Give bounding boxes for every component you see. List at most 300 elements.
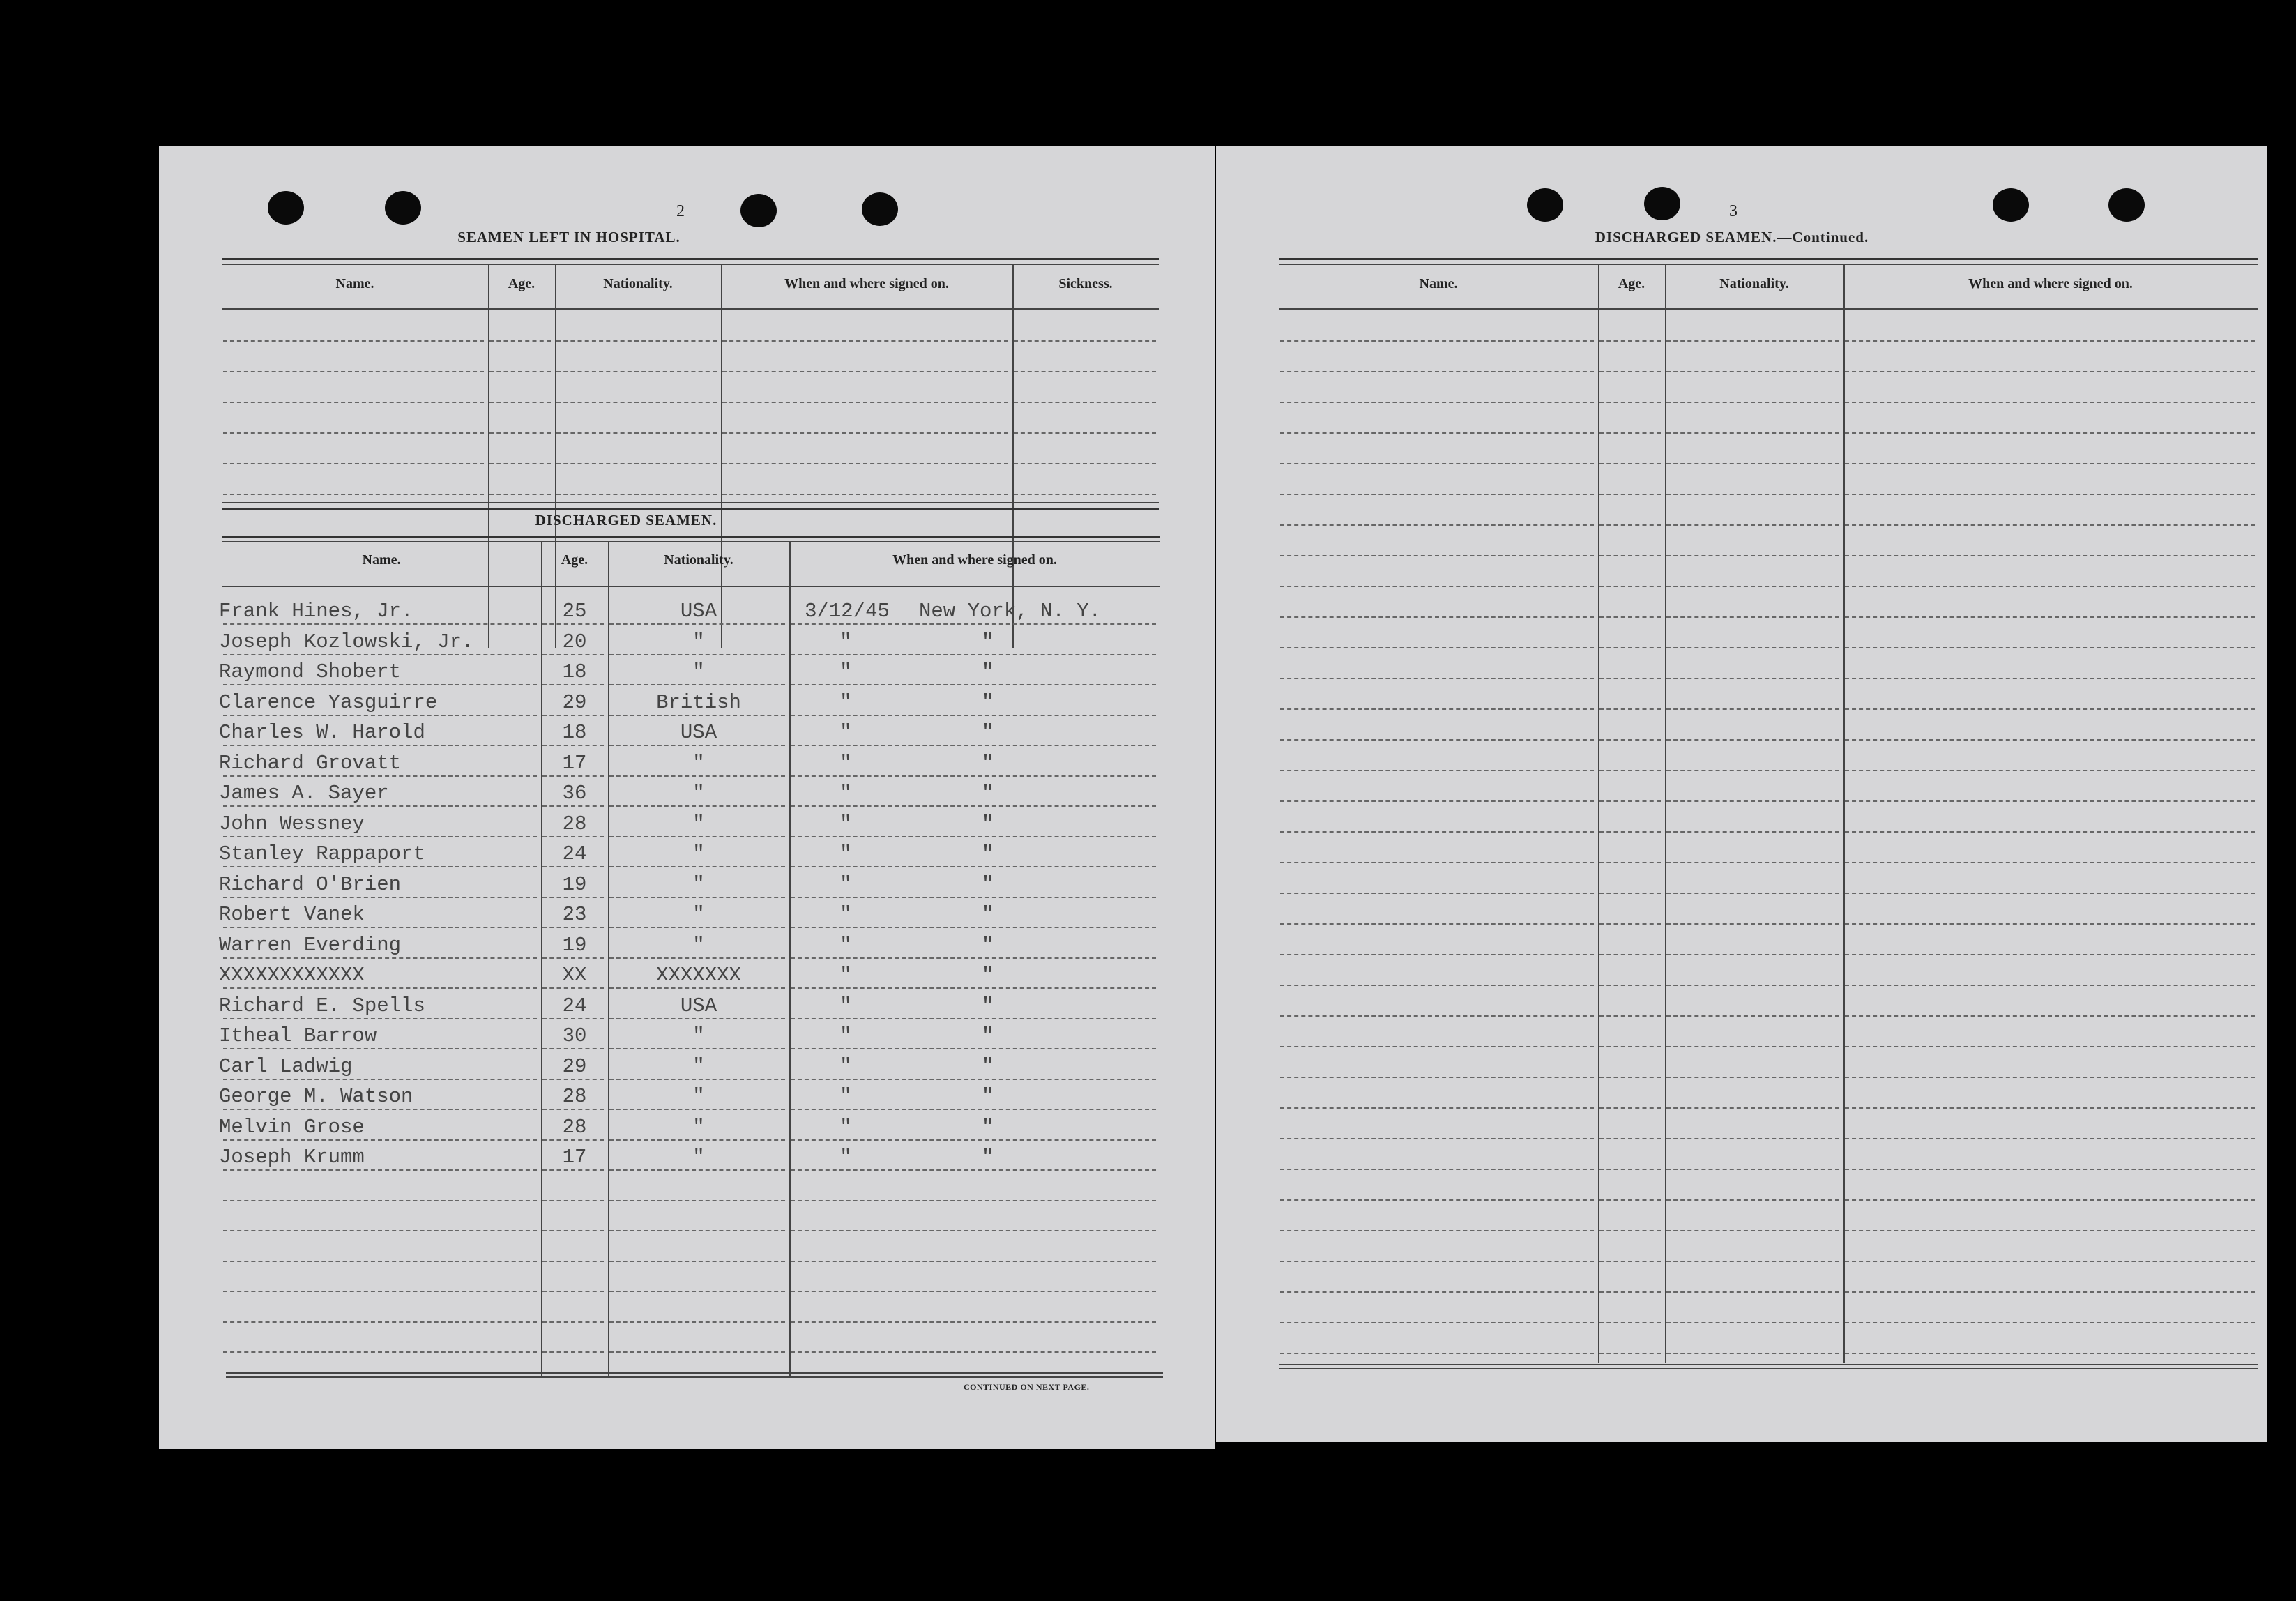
blank-row-line — [1599, 1015, 1661, 1017]
blank-row-line — [1845, 708, 2255, 710]
row-line — [542, 1351, 604, 1353]
seaman-name: Richard O'Brien — [219, 873, 402, 896]
blank-row-line — [1845, 586, 2255, 587]
blank-row-line — [1666, 555, 1839, 556]
blank-row-line — [1845, 1353, 2255, 1354]
blank-row-line — [1280, 586, 1594, 587]
row-line — [542, 1200, 604, 1201]
page-number: 3 — [1729, 202, 1738, 220]
rule — [222, 258, 1159, 260]
blank-row-line — [1845, 1015, 2255, 1017]
signed-on-date: " — [839, 1024, 852, 1047]
blank-row-line — [1845, 1107, 2255, 1109]
row-line — [609, 1230, 785, 1231]
seaman-age: 29 — [562, 1055, 587, 1078]
blank-row-line — [1014, 432, 1156, 434]
rule — [1279, 1364, 2258, 1365]
blank-row-line — [1666, 1353, 1839, 1354]
blank-row-line — [1666, 1169, 1839, 1170]
seaman-nationality: " — [692, 660, 705, 683]
blank-row-line — [1599, 340, 1661, 342]
blank-row-line — [722, 494, 1008, 495]
rule — [222, 586, 1160, 587]
seaman-age: 17 — [562, 752, 587, 775]
blank-row-line — [223, 432, 484, 434]
blank-row-line — [1666, 494, 1839, 495]
row-line — [223, 1291, 537, 1292]
blank-row-line — [556, 463, 717, 464]
blank-row-line — [1666, 708, 1839, 710]
blank-row-line — [223, 340, 484, 342]
blank-row-line — [1845, 954, 2255, 955]
blank-row-line — [1845, 494, 2255, 495]
rule — [226, 1372, 1163, 1374]
signed-on-date: " — [839, 752, 852, 775]
row-line — [542, 1291, 604, 1292]
blank-row-line — [1599, 647, 1661, 648]
signed-on-place: " — [982, 812, 994, 835]
table-row — [159, 662, 1163, 687]
blank-row-line — [1599, 616, 1661, 618]
table-row — [159, 753, 1163, 778]
hospital-col-sickness: Sickness. — [1058, 276, 1113, 291]
blank-row-line — [1280, 678, 1594, 679]
table-row — [159, 601, 1163, 626]
blank-row-line — [1599, 586, 1661, 587]
blank-row-line — [1599, 985, 1661, 986]
blank-row-line — [1666, 739, 1839, 741]
signed-on-place: " — [982, 1085, 994, 1108]
blank-row-line — [722, 340, 1008, 342]
blank-row-line — [722, 371, 1008, 372]
blank-row-line — [1666, 463, 1839, 464]
right-page — [1216, 146, 2267, 1442]
blank-row-line — [1845, 739, 2255, 741]
signed-on-place: " — [982, 964, 994, 987]
blank-row-line — [1280, 616, 1594, 618]
seaman-nationality: " — [692, 1116, 705, 1139]
signed-on-date: " — [839, 812, 852, 835]
row-line — [223, 1200, 537, 1201]
discharged-continued-title: DISCHARGED SEAMEN.—Continued. — [1595, 229, 1869, 245]
seaman-name: Raymond Shobert — [219, 660, 402, 683]
seaman-nationality: " — [692, 934, 705, 957]
row-line — [609, 1200, 785, 1201]
seaman-age: XX — [562, 964, 587, 987]
row-line — [542, 1321, 604, 1323]
blank-row-line — [1599, 555, 1661, 556]
blank-row-line — [1666, 893, 1839, 894]
blank-row-line — [1599, 1199, 1661, 1201]
column-divider — [555, 265, 556, 648]
seaman-age: 24 — [562, 994, 587, 1017]
blank-row-line — [1280, 1322, 1594, 1323]
signed-on-place: " — [982, 934, 994, 957]
signed-on-date: " — [839, 1146, 852, 1169]
seaman-name: Joseph Kozlowski, Jr. — [219, 630, 474, 653]
blank-row-line — [1845, 647, 2255, 648]
row-line — [609, 1291, 785, 1292]
row-line — [223, 1230, 537, 1231]
hospital-section-title: SEAMEN LEFT IN HOSPITAL. — [457, 229, 681, 245]
blank-row-line — [1014, 371, 1156, 372]
continued-col-signed-on: When and where signed on. — [1968, 276, 2133, 291]
blank-row-line — [1666, 1107, 1839, 1109]
signed-on-place: " — [982, 721, 994, 744]
blank-row-line — [1280, 1291, 1594, 1293]
discharged-col-name: Name. — [362, 552, 401, 568]
punch-hole — [740, 194, 777, 227]
continued-col-nationality: Nationality. — [1719, 276, 1789, 291]
continued-col-age: Age. — [1618, 276, 1645, 291]
row-line — [609, 1261, 785, 1262]
seaman-age: 19 — [562, 873, 587, 896]
blank-row-line — [1280, 923, 1594, 925]
blank-row-line — [1280, 739, 1594, 741]
blank-row-line — [1280, 555, 1594, 556]
rule — [222, 541, 1160, 542]
seaman-nationality: XXXXXXX — [656, 964, 741, 987]
signed-on-date: " — [839, 660, 852, 683]
continued-note: CONTINUED ON NEXT PAGE. — [964, 1382, 1090, 1392]
blank-row-line — [1845, 893, 2255, 894]
blank-row-line — [722, 402, 1008, 403]
blank-row-line — [223, 371, 484, 372]
signed-on-date: " — [839, 903, 852, 926]
seaman-name: Clarence Yasguirre — [219, 691, 438, 714]
blank-row-line — [1666, 954, 1839, 955]
seaman-nationality: USA — [680, 721, 717, 744]
row-line — [791, 1261, 1156, 1262]
seaman-nationality: " — [692, 842, 705, 865]
blank-row-line — [1599, 1077, 1661, 1078]
seaman-name: John Wessney — [219, 812, 365, 835]
signed-on-date: " — [839, 1116, 852, 1139]
blank-row-line — [1599, 371, 1661, 372]
blank-row-line — [1845, 616, 2255, 618]
blank-row-line — [1845, 555, 2255, 556]
blank-row-line — [722, 432, 1008, 434]
blank-row-line — [1280, 402, 1594, 403]
signed-on-date: " — [839, 630, 852, 653]
blank-row-line — [1014, 463, 1156, 464]
seaman-nationality: " — [692, 1146, 705, 1169]
blank-row-line — [1280, 1261, 1594, 1262]
signed-on-date: " — [839, 994, 852, 1017]
rule — [222, 502, 1159, 503]
table-row — [159, 1056, 1163, 1082]
blank-row-line — [1666, 800, 1839, 802]
signed-on-place: " — [982, 1024, 994, 1047]
blank-row-line — [489, 463, 551, 464]
seaman-name: George M. Watson — [219, 1085, 413, 1108]
blank-row-line — [556, 371, 717, 372]
table-row — [159, 965, 1163, 990]
blank-row-line — [556, 432, 717, 434]
blank-row-line — [1599, 954, 1661, 955]
blank-row-line — [556, 402, 717, 403]
blank-row-line — [1845, 402, 2255, 403]
seaman-nationality: USA — [680, 600, 717, 623]
seaman-name: Warren Everding — [219, 934, 402, 957]
seaman-name: Robert Vanek — [219, 903, 365, 926]
seaman-nationality: " — [692, 752, 705, 775]
signed-on-place: New York, N. Y. — [919, 600, 1102, 623]
blank-row-line — [1666, 1261, 1839, 1262]
blank-row-line — [223, 402, 484, 403]
blank-row-line — [1666, 586, 1839, 587]
rule — [1279, 1368, 2258, 1369]
discharged-col-signed-on: When and where signed on. — [892, 552, 1057, 568]
blank-row-line — [1280, 463, 1594, 464]
seaman-nationality: " — [692, 1024, 705, 1047]
rule — [226, 1376, 1163, 1378]
signed-on-place: " — [982, 1116, 994, 1139]
seaman-nationality: USA — [680, 994, 717, 1017]
blank-row-line — [1666, 923, 1839, 925]
blank-row-line — [1845, 678, 2255, 679]
seaman-name: Richard E. Spells — [219, 994, 425, 1017]
blank-row-line — [1666, 616, 1839, 618]
hospital-col-name: Name. — [335, 276, 374, 291]
blank-row-line — [1666, 402, 1839, 403]
table-row — [159, 814, 1163, 839]
blank-row-line — [1014, 402, 1156, 403]
punch-hole — [862, 192, 898, 226]
seaman-nationality: " — [692, 630, 705, 653]
blank-row-line — [1666, 770, 1839, 771]
seaman-age: 20 — [562, 630, 587, 653]
blank-row-line — [1599, 1107, 1661, 1109]
blank-row-line — [1599, 800, 1661, 802]
column-divider — [721, 265, 722, 648]
row-line — [791, 1291, 1156, 1292]
punch-hole — [1644, 187, 1680, 220]
signed-on-place: " — [982, 691, 994, 714]
signed-on-date: " — [839, 1055, 852, 1078]
seaman-age: 18 — [562, 660, 587, 683]
blank-row-line — [1599, 1230, 1661, 1231]
rule — [222, 264, 1159, 265]
signed-on-place: " — [982, 1146, 994, 1169]
blank-row-line — [1845, 1169, 2255, 1170]
discharged-section-title: DISCHARGED SEAMEN. — [535, 512, 717, 529]
signed-on-place: " — [982, 752, 994, 775]
blank-row-line — [1666, 340, 1839, 342]
blank-row-line — [1845, 1291, 2255, 1293]
seaman-age: 28 — [562, 1085, 587, 1108]
blank-row-line — [1666, 1077, 1839, 1078]
blank-row-line — [1845, 985, 2255, 986]
punch-hole — [2108, 188, 2145, 222]
signed-on-date: " — [839, 873, 852, 896]
seaman-age: 18 — [562, 721, 587, 744]
blank-row-line — [1599, 1353, 1661, 1354]
blank-row-line — [1666, 524, 1839, 526]
hospital-col-age: Age. — [508, 276, 535, 291]
blank-row-line — [722, 463, 1008, 464]
blank-row-line — [1280, 1077, 1594, 1078]
seaman-age: 29 — [562, 691, 587, 714]
blank-row-line — [1280, 1138, 1594, 1139]
blank-row-line — [1280, 862, 1594, 863]
seaman-age: 25 — [562, 600, 587, 623]
table-row — [159, 935, 1163, 960]
seaman-name: Charles W. Harold — [219, 721, 425, 744]
seaman-nationality: British — [656, 691, 741, 714]
blank-row-line — [1666, 862, 1839, 863]
row-line — [223, 1321, 537, 1323]
blank-row-line — [1280, 800, 1594, 802]
blank-row-line — [1599, 893, 1661, 894]
table-row — [159, 844, 1163, 869]
table-row — [159, 874, 1163, 900]
table-row — [159, 692, 1163, 718]
blank-row-line — [1666, 1199, 1839, 1201]
blank-row-line — [1280, 985, 1594, 986]
row-line — [791, 1200, 1156, 1201]
row-line — [223, 1351, 537, 1353]
blank-row-line — [1599, 739, 1661, 741]
blank-row-line — [1280, 432, 1594, 434]
blank-row-line — [1845, 1261, 2255, 1262]
seaman-name: James A. Sayer — [219, 782, 389, 805]
rule — [222, 508, 1159, 510]
seaman-age: 28 — [562, 812, 587, 835]
blank-row-line — [1845, 432, 2255, 434]
row-line — [223, 1261, 537, 1262]
blank-row-line — [489, 494, 551, 495]
column-divider — [1665, 265, 1666, 1363]
column-divider — [488, 265, 489, 648]
seaman-nationality: " — [692, 1055, 705, 1078]
signed-on-date: " — [839, 691, 852, 714]
hospital-col-nationality: Nationality. — [603, 276, 673, 291]
blank-row-line — [1599, 678, 1661, 679]
table-row — [159, 904, 1163, 930]
row-line — [542, 1230, 604, 1231]
table-row — [159, 783, 1163, 808]
blank-row-line — [1280, 371, 1594, 372]
signed-on-place: " — [982, 660, 994, 683]
blank-row-line — [489, 340, 551, 342]
seaman-nationality: " — [692, 1085, 705, 1108]
page-number: 2 — [676, 202, 685, 220]
rule — [222, 308, 1159, 310]
rule — [1279, 264, 2258, 265]
table-row — [159, 632, 1163, 657]
column-divider — [1598, 265, 1599, 1363]
blank-row-line — [1845, 1199, 2255, 1201]
signed-on-place: " — [982, 782, 994, 805]
table-row — [159, 1117, 1163, 1142]
row-line — [542, 1261, 604, 1262]
signed-on-date: " — [839, 934, 852, 957]
blank-row-line — [1599, 494, 1661, 495]
blank-row-line — [1666, 678, 1839, 679]
seaman-name: Stanley Rappaport — [219, 842, 425, 865]
blank-row-line — [1845, 1322, 2255, 1323]
row-line — [609, 1321, 785, 1323]
signed-on-place: " — [982, 1055, 994, 1078]
blank-row-line — [223, 494, 484, 495]
blank-row-line — [1599, 923, 1661, 925]
seaman-nationality: " — [692, 903, 705, 926]
blank-row-line — [1599, 708, 1661, 710]
blank-row-line — [1666, 985, 1839, 986]
seaman-age: 19 — [562, 934, 587, 957]
blank-row-line — [556, 340, 717, 342]
discharged-col-age: Age. — [561, 552, 588, 568]
blank-row-line — [1845, 340, 2255, 342]
seaman-name: Frank Hines, Jr. — [219, 600, 413, 623]
blank-row-line — [1599, 1291, 1661, 1293]
blank-row-line — [1280, 893, 1594, 894]
blank-row-line — [1845, 923, 2255, 925]
signed-on-date: " — [839, 721, 852, 744]
row-line — [791, 1321, 1156, 1323]
blank-row-line — [1599, 524, 1661, 526]
discharged-col-nationality: Nationality. — [664, 552, 733, 568]
signed-on-place: " — [982, 994, 994, 1017]
blank-row-line — [1280, 1169, 1594, 1170]
seaman-name: Joseph Krumm — [219, 1146, 365, 1169]
blank-row-line — [1014, 340, 1156, 342]
table-row — [159, 1026, 1163, 1051]
blank-row-line — [1666, 1015, 1839, 1017]
blank-row-line — [1280, 1046, 1594, 1047]
blank-row-line — [1280, 1015, 1594, 1017]
blank-row-line — [1280, 494, 1594, 495]
blank-row-line — [1599, 1169, 1661, 1170]
blank-row-line — [1280, 1230, 1594, 1231]
seaman-age: 30 — [562, 1024, 587, 1047]
seaman-name: Carl Ladwig — [219, 1055, 353, 1078]
blank-row-line — [1280, 770, 1594, 771]
rule — [1279, 258, 2258, 260]
blank-row-line — [1599, 1322, 1661, 1323]
blank-row-line — [1666, 1138, 1839, 1139]
blank-row-line — [1280, 524, 1594, 526]
table-row — [159, 1147, 1163, 1172]
blank-row-line — [1666, 432, 1839, 434]
seaman-nationality: " — [692, 782, 705, 805]
table-row — [159, 996, 1163, 1021]
punch-hole — [385, 191, 421, 225]
blank-row-line — [1280, 1199, 1594, 1201]
blank-row-line — [1845, 1230, 2255, 1231]
blank-row-line — [1599, 402, 1661, 403]
punch-hole — [1993, 188, 2029, 222]
hospital-col-signed-on: When and where signed on. — [784, 276, 949, 291]
blank-row-line — [1666, 1046, 1839, 1047]
row-line — [609, 1351, 785, 1353]
signed-on-place: " — [982, 903, 994, 926]
blank-row-line — [1280, 340, 1594, 342]
seaman-name: Richard Grovatt — [219, 752, 402, 775]
blank-row-line — [1599, 1046, 1661, 1047]
blank-row-line — [1280, 1353, 1594, 1354]
signed-on-place: " — [982, 842, 994, 865]
seaman-age: 36 — [562, 782, 587, 805]
blank-row-line — [1845, 524, 2255, 526]
blank-row-line — [1845, 770, 2255, 771]
left-page — [159, 146, 1215, 1449]
signed-on-date: " — [839, 1085, 852, 1108]
blank-row-line — [1280, 647, 1594, 648]
blank-row-line — [1280, 1107, 1594, 1109]
column-divider — [1012, 265, 1014, 648]
